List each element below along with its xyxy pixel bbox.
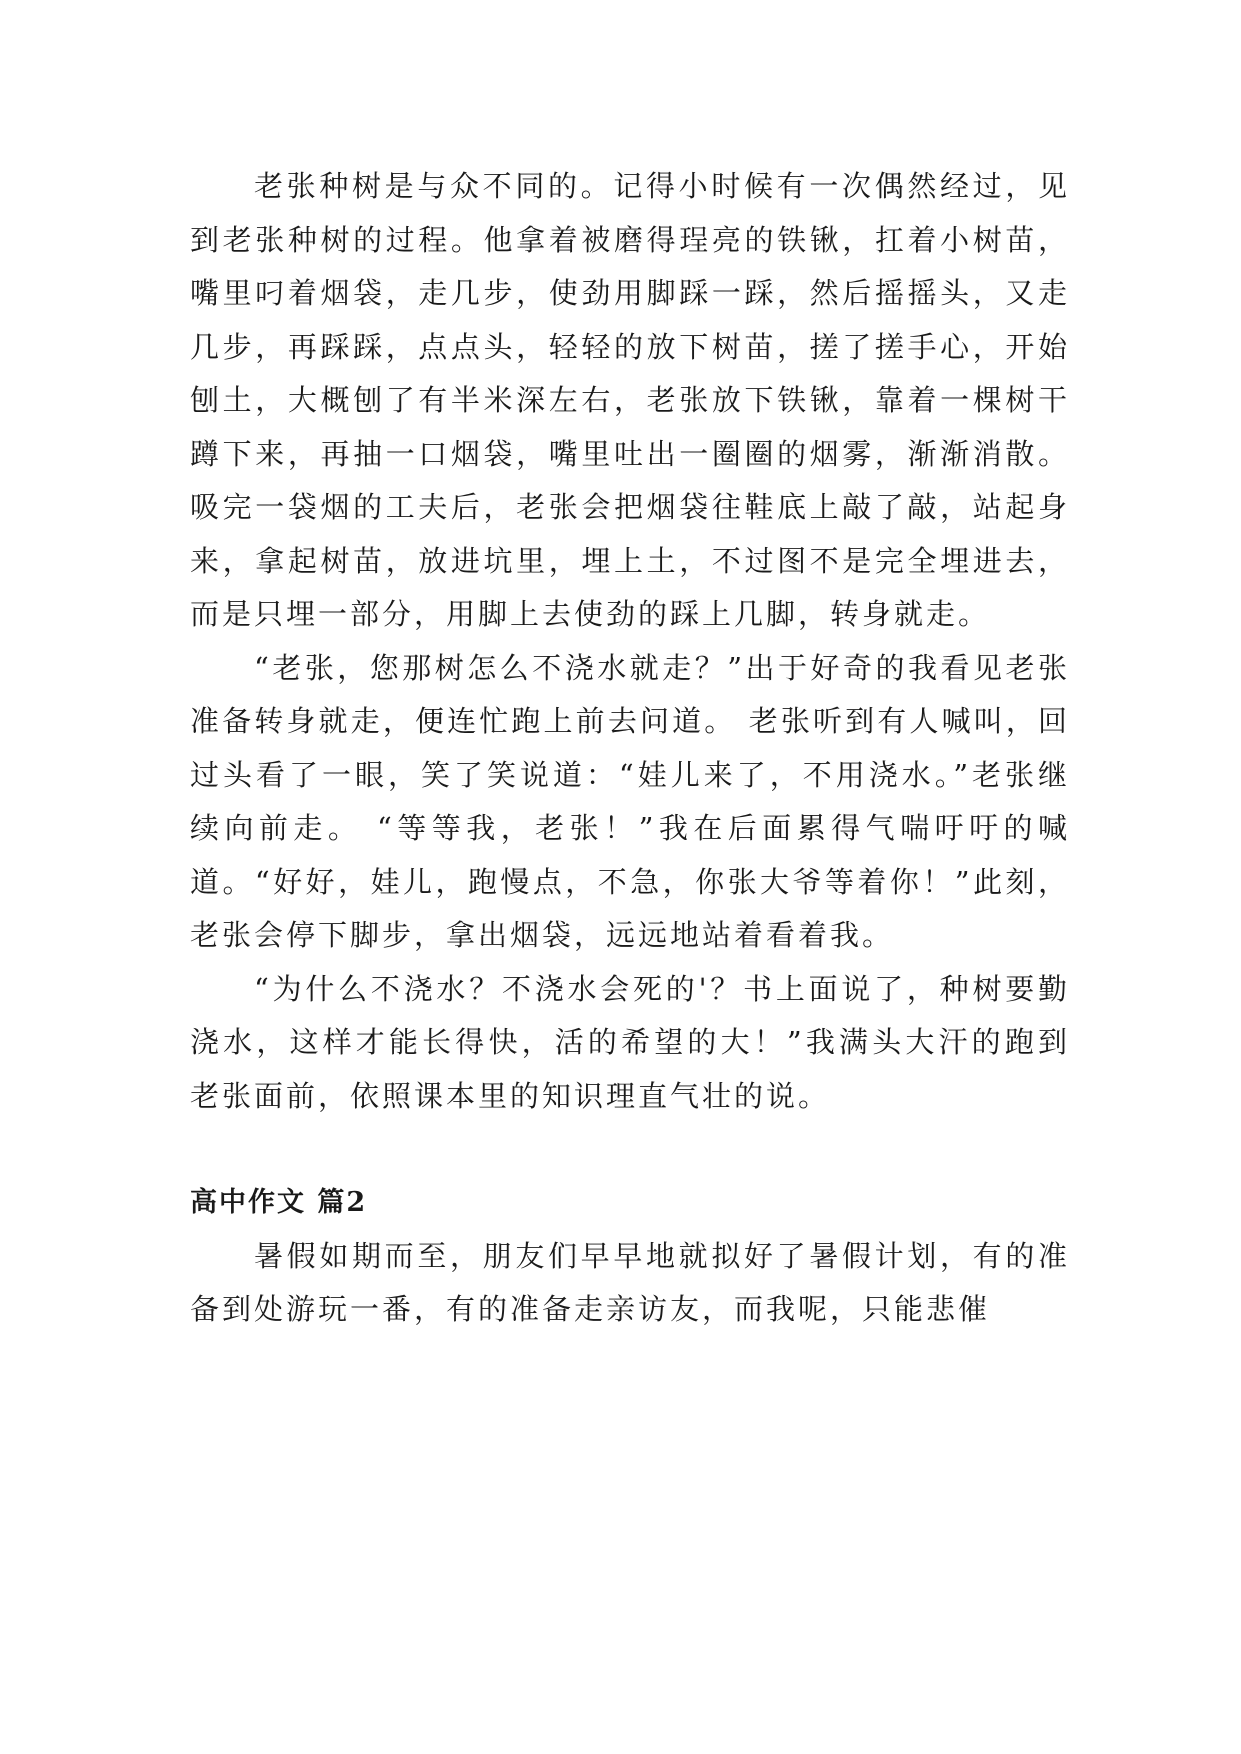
essay-paragraph-1: 老张种树是与众不同的。记得小时候有一次偶然经过，见到老张种树的过程。他拿着被磨得珵亮的铁锹，扛着小树苗，嘴里叼着烟袋，走几步，使劲用脚踩一踩，然后摇摇头，又走几步，再踩踩，点点头，轻轻的放下树苗，搓了搓手心，开始刨土，大概刨了有半米深左右，老张放下铁锹，靠着一棵树干蹲下来，再抽一口烟袋，嘴里吐出一圈圈的烟雾，渐渐消散。吸完一袋烟的工夫后，老张会把烟袋往鞋底上敲了敲，站起身来，拿起树苗，放进坑里，埋上土，不过图不是完全埋进去，而是只埋一部分，用脚上去使劲的踩上几脚，转身就走。 (190, 169, 1070, 631)
section-paragraph-1: 暑假如期而至，朋友们早早地就拟好了暑假计划，有的准备到处游玩一番，有的准备走亲访友，而我呢，只能悲催 (190, 1238, 1070, 1326)
section-heading: 高中作文 篇2 (190, 1187, 368, 1218)
essay-paragraph-2: “老张，您那树怎么不浇水就走？”出于好奇的我看见老张准备转身就走，便连忙跑上前去问道。 老张听到有人喊叫，回过头看了一眼，笑了笑说道：“娃儿来了，不用浇水。”老张继续向前走。 “等等我，老张！”我在后面累得气喘吁吁的喊道。“好好，娃儿，跑慢点，不急，你张大爷等着你！”此刻，老张会停下脚步，拿出烟袋，远远地站着看着我。 (190, 650, 1070, 952)
essay-paragraph-3: “为什么不浇水？不浇水会死的'？书上面说了，种树要勤浇水，这样才能长得快，活的希望的大！”我满头大汗的跑到老张面前，依照课本里的知识理直气壮的说。 (190, 971, 1070, 1113)
document-body (190, 160, 1070, 1337)
